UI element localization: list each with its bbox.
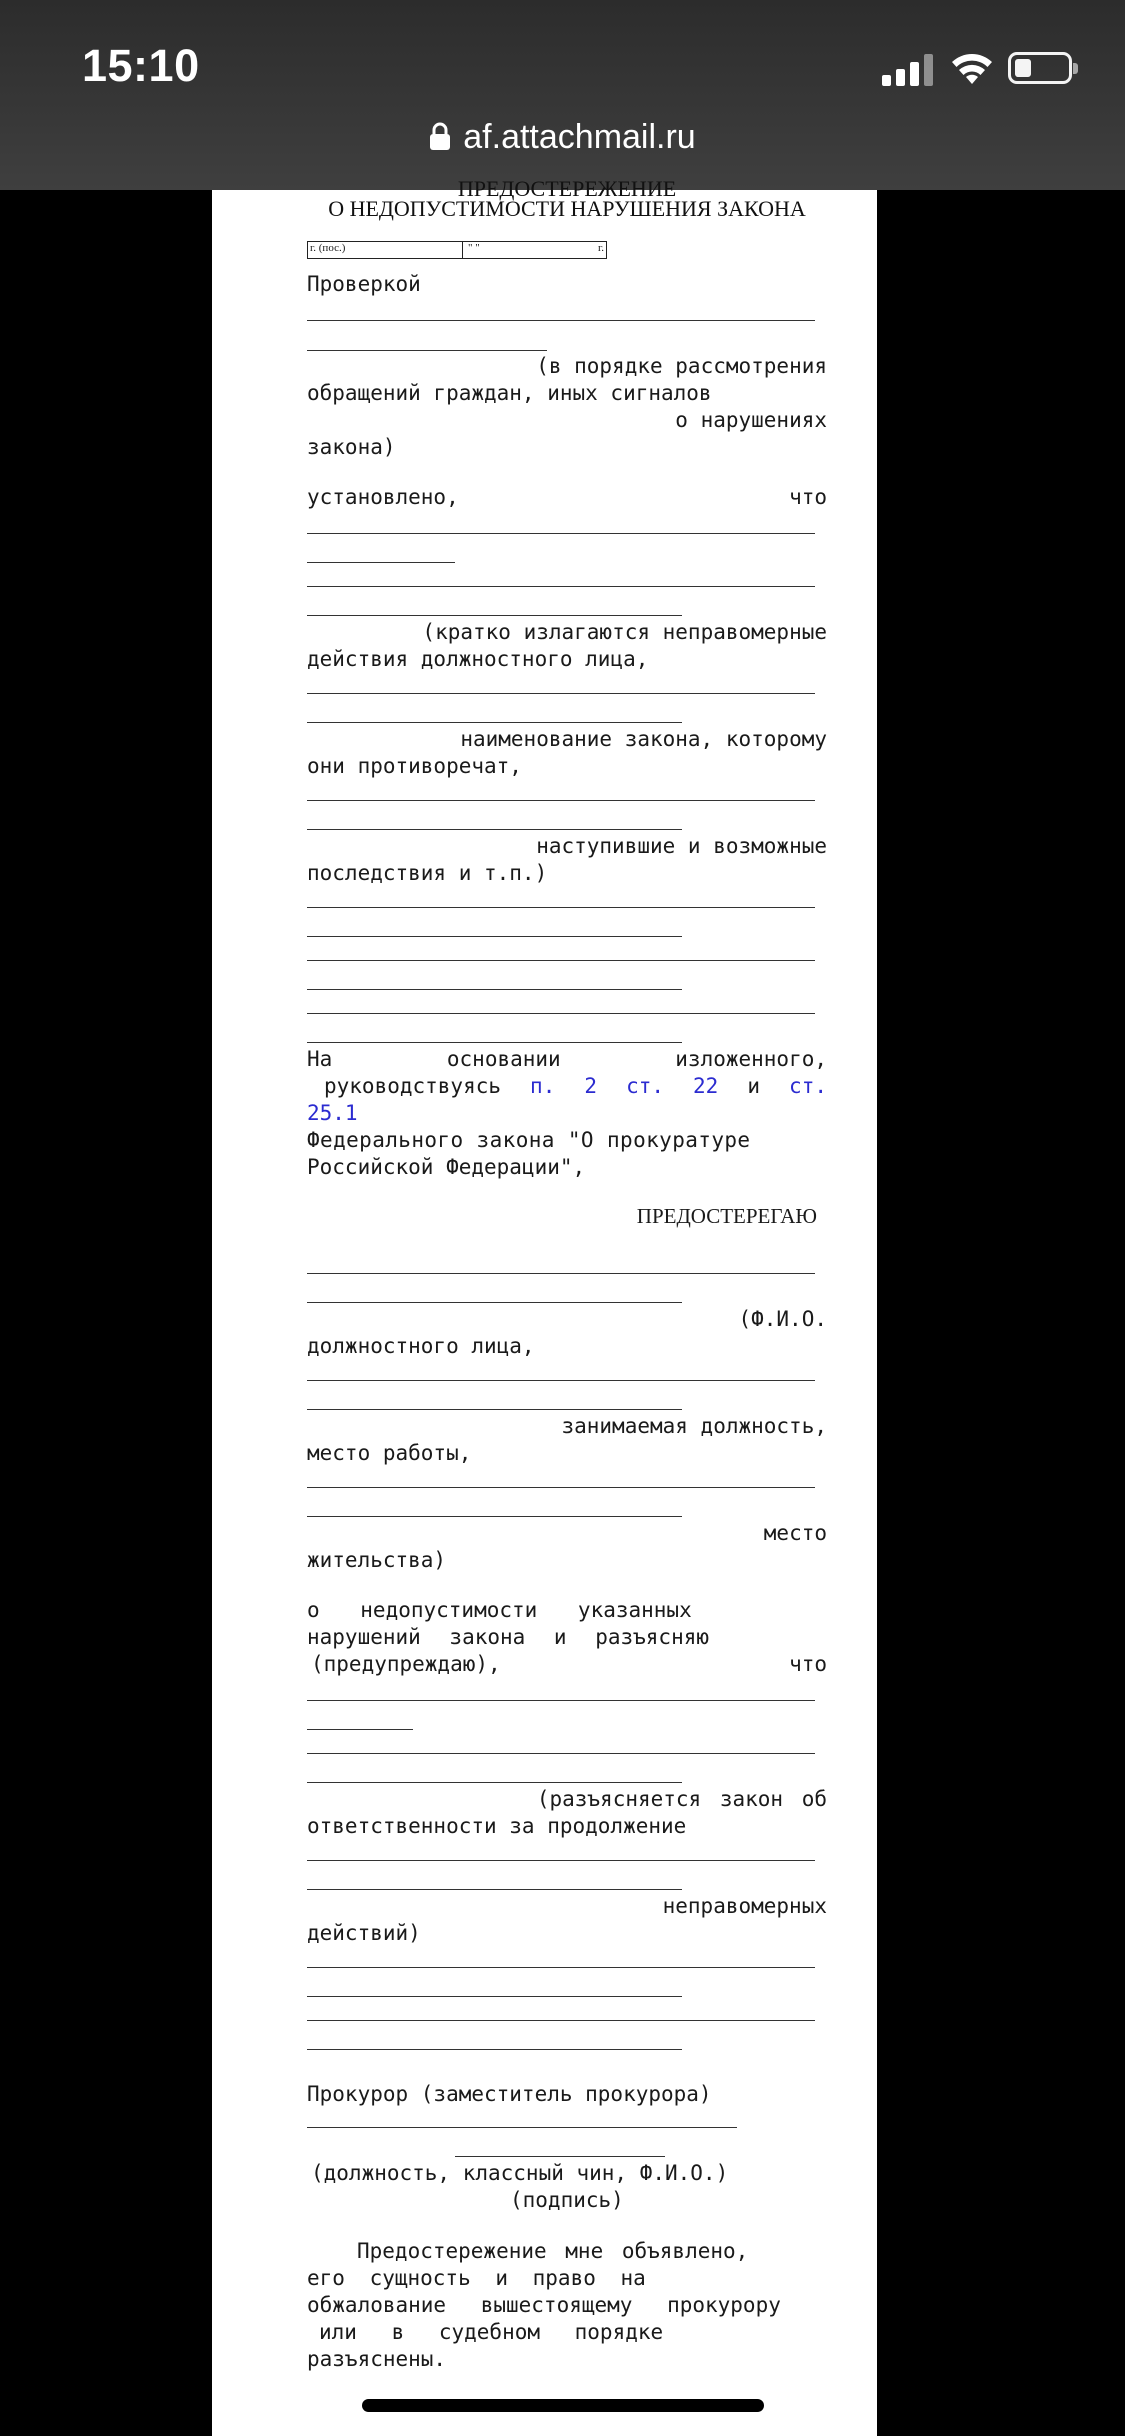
text-warn: ПРЕДОСТЕРЕГАЮ: [636, 1204, 817, 1228]
blank-line: [307, 1753, 815, 1754]
text-found: установлено,: [307, 485, 459, 509]
text-signature-caption-2: (подпись): [510, 2188, 624, 2212]
text-law-2: они противоречат,: [307, 754, 522, 778]
blank-line: [307, 1996, 682, 1997]
text-basis-on: На: [307, 1047, 333, 1071]
blank-line: [307, 1273, 815, 1274]
text-fio-1: (Ф.И.О.: [738, 1307, 827, 1331]
blank-line: [307, 320, 815, 321]
text-final-5: разъяснены.: [307, 2347, 447, 2371]
year-label: г.: [597, 242, 604, 254]
text-responsibility-1: (разъясняется закон об: [536, 1787, 827, 1811]
text-position-1: занимаемая должность,: [561, 1414, 827, 1438]
text-fio-2: должностного лица,: [307, 1334, 535, 1358]
blank-line: [307, 936, 682, 937]
blank-line: [307, 829, 682, 830]
text-residence-1: место: [763, 1521, 827, 1545]
law-link-article-2[interactable]: ст.: [789, 1074, 827, 1098]
wifi-icon: [949, 48, 995, 86]
blank-line: [307, 800, 815, 801]
text-basis-4: Российской Федерации",: [307, 1155, 586, 1179]
text-illegal-2: действий): [307, 1921, 421, 1945]
text-signature-caption: (должность, классный чин, Ф.И.О.): [311, 2161, 729, 2185]
blank-line: [307, 1889, 682, 1890]
text-check: Проверкой: [307, 272, 421, 296]
blank-line: [307, 1302, 682, 1303]
blank-line: [307, 960, 815, 961]
text-final-1: Предостережение мне объявлено,: [357, 2239, 749, 2263]
signature-line-short: [455, 2156, 665, 2157]
blank-line: [307, 722, 682, 723]
text-consequences-2: последствия и т.п.): [307, 861, 548, 885]
cellular-signal-icon: [882, 52, 934, 86]
text-inadmissibility-1: о недопустимости указанных: [307, 1598, 692, 1622]
blank-line: [307, 1487, 815, 1488]
text-basis-line-2: [307, 1074, 827, 1098]
text-basis-and: и: [747, 1074, 761, 1098]
blank-line: [307, 1380, 815, 1381]
blank-line: [307, 2020, 815, 2021]
text-basis-stated: изложенного,: [675, 1047, 827, 1071]
blank-line: [307, 350, 547, 351]
text-inadmissibility-2: нарушений закона и разъясняю: [307, 1625, 710, 1649]
text-check-note-3: о нарушениях: [675, 408, 827, 432]
text-consequences-1: наступившие и возможные: [536, 834, 827, 858]
document-page[interactable]: [212, 176, 877, 2436]
blank-line: [307, 1013, 815, 1014]
text-final-3: обжалование вышестоящему прокурору: [307, 2293, 781, 2317]
text-illegal-1: неправомерных: [662, 1894, 827, 1918]
text-prosecutor: Прокурор (заместитель прокурора): [307, 2082, 712, 2106]
text-law-1: наименование закона, которому: [460, 727, 827, 751]
blank-line: [307, 1042, 682, 1043]
home-indicator[interactable]: [362, 2399, 764, 2412]
blank-line: [307, 1967, 815, 1968]
text-final-4: или в судебном порядке: [319, 2320, 664, 2344]
place-date-box: [307, 241, 607, 259]
text-check-note-1: (в порядке рассмотрения: [536, 354, 827, 378]
law-link-item[interactable]: п.: [530, 1074, 556, 1098]
date-quote: " ": [468, 242, 480, 254]
text-responsibility-2: ответственности за продолжение: [307, 1814, 687, 1838]
text-found-that: что: [789, 485, 827, 509]
blank-line: [307, 533, 815, 534]
lock-icon: [429, 121, 451, 151]
text-residence-2: жительства): [307, 1548, 447, 1572]
blank-line: [307, 1700, 815, 1701]
text-basis-3: Федерального закона "О прокуратуре: [307, 1128, 751, 1152]
address-bar[interactable]: [0, 118, 1125, 157]
blank-line: [307, 562, 455, 563]
text-brief-1: (кратко излагаются неправомерные: [422, 620, 827, 644]
blank-line: [307, 1729, 413, 1730]
document-title-cut: ПРЕДОСТЕРЕЖЕНИЕ: [457, 176, 677, 201]
text-final-2: его сущность и право на: [307, 2266, 646, 2290]
blank-line: [307, 989, 682, 990]
law-link-article-number[interactable]: 22: [693, 1074, 719, 1098]
text-basis-grounds: основании: [446, 1047, 561, 1071]
blank-line: [307, 615, 682, 616]
text-check-note-2: обращений граждан, иных сигналов: [307, 381, 712, 405]
status-time: 15:10: [82, 40, 200, 91]
document-title: О НЕДОПУСТИМОСТИ НАРУШЕНИЯ ЗАКОНА: [328, 196, 806, 221]
text-basis-guided: руководствуясь: [324, 1074, 502, 1098]
blank-line: [307, 586, 815, 587]
text-inadmissibility-3: (предупреждаю),: [311, 1652, 501, 1676]
blank-line: [307, 2049, 682, 2050]
blank-line: [307, 693, 815, 694]
url-text: af.attachmail.ru: [463, 118, 696, 156]
place-label: г. (пос.): [308, 242, 463, 258]
text-brief-2: действия должностного лица,: [307, 647, 649, 671]
text-position-2: место работы,: [307, 1441, 472, 1465]
blank-line: [307, 1860, 815, 1861]
law-link-article-2-number[interactable]: 25.1: [307, 1101, 358, 1125]
signature-line: [307, 2127, 737, 2128]
text-basis-line-1: [307, 1047, 827, 1071]
law-link-article[interactable]: ст.: [626, 1074, 664, 1098]
blank-line: [307, 1782, 682, 1783]
text-inadmissibility-that: что: [789, 1652, 827, 1676]
blank-line: [307, 1409, 682, 1410]
text-check-note-4: закона): [307, 435, 396, 459]
law-link-item-number[interactable]: 2: [584, 1074, 598, 1098]
blank-line: [307, 1516, 682, 1517]
blank-line: [307, 907, 815, 908]
browser-top-bar: [0, 0, 1125, 190]
battery-icon: [1008, 52, 1072, 84]
